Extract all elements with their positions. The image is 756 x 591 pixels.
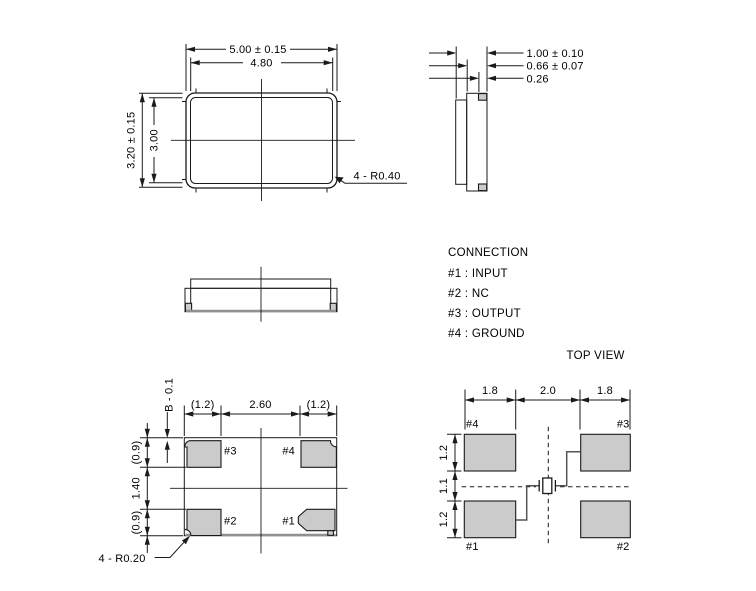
pad-3-label: #3 — [224, 445, 237, 458]
corner-radius-callout — [335, 171, 407, 184]
bottom-corner-radius-note: 4 - R0.20 — [98, 553, 146, 565]
dim-total-thickness-label: 1.00 ± 0.10 — [526, 48, 584, 60]
front-pad-right — [330, 303, 336, 311]
arrowhead — [487, 76, 496, 81]
arrowhead — [145, 458, 150, 467]
arrowhead — [151, 174, 156, 183]
corner-radius-note: 4 - R0.40 — [353, 170, 401, 183]
arrowhead — [145, 429, 150, 438]
dim-width-outer-label: 5.00 ± 0.15 — [229, 44, 287, 56]
land-pad-3 — [581, 434, 631, 471]
arrowhead — [145, 438, 150, 447]
connection-title: CONNECTION — [448, 247, 529, 259]
package-side-view — [429, 47, 584, 192]
land-pad-4 — [464, 434, 515, 471]
wire-to-pad1 — [516, 486, 539, 520]
arrowhead — [452, 501, 457, 510]
dim-pad-span-right: (1.2) — [306, 399, 331, 411]
arrowhead — [452, 471, 457, 480]
arrowhead — [145, 527, 150, 536]
connection-table — [448, 247, 528, 340]
dim-height-inner-label: 3.00 — [148, 129, 161, 152]
arrowhead — [145, 509, 150, 518]
arrowhead — [165, 441, 170, 450]
bottom-corner-radius-callout — [99, 536, 191, 565]
arrowhead — [470, 76, 479, 81]
crystal-body — [543, 478, 552, 494]
arrowhead — [184, 411, 193, 416]
land-pad-3-label: #3 — [616, 418, 630, 431]
arrowhead — [324, 60, 333, 65]
arrowhead — [465, 397, 474, 402]
land-dim-pad-height-bottom: 1.2 — [438, 511, 450, 528]
pin2-function: #2 : NC — [448, 288, 490, 300]
land-dim-center: 2.0 — [540, 385, 556, 397]
arrowhead — [151, 98, 156, 107]
package-bottom-view — [99, 378, 348, 565]
pad-2 — [185, 509, 221, 535]
arrowhead — [291, 411, 300, 416]
wire-to-pad3 — [555, 452, 580, 486]
arrowhead — [458, 63, 467, 68]
arrowhead — [452, 492, 457, 501]
land-pad-2 — [581, 501, 631, 538]
arrowhead — [447, 50, 456, 55]
pad-1-castellation-foot — [328, 531, 334, 536]
arrowhead — [452, 462, 457, 471]
arrowhead — [328, 47, 337, 52]
arrowhead — [165, 429, 170, 438]
land-dim-right: 1.8 — [597, 385, 613, 397]
arrowhead — [507, 397, 516, 402]
land-pad-1-label: #1 — [466, 541, 479, 553]
dim-pad-thickness-label: 0.26 — [526, 73, 549, 86]
dim-pad-height-top: (0.9) — [130, 440, 143, 465]
land-dim-gap: 1.1 — [438, 478, 450, 494]
pin1-function: #1 : INPUT — [448, 268, 508, 280]
dim-lid-thickness-label: 0.66 ± 0.07 — [526, 60, 584, 73]
pad-2-label: #2 — [224, 515, 237, 528]
package-top-view — [126, 44, 408, 201]
arrowhead — [300, 411, 309, 416]
arrowhead — [580, 397, 589, 402]
arrowhead — [145, 467, 150, 476]
land-pad-1 — [464, 501, 515, 538]
pad-3 — [185, 441, 221, 468]
side-pad-bottom — [479, 184, 487, 191]
arrowhead — [145, 536, 150, 545]
dim-edge-label: B - 0.1 — [163, 378, 176, 412]
arrowhead — [186, 47, 195, 52]
dim-width-inner-label: 4.80 — [250, 57, 273, 70]
arrowhead — [452, 434, 457, 443]
arrowhead — [221, 411, 230, 416]
arrowhead — [571, 397, 580, 402]
edge-dimension — [164, 378, 176, 463]
land-pad-2-label: #2 — [616, 541, 630, 553]
front-pad-left — [185, 303, 191, 311]
arrowhead — [328, 411, 337, 416]
dim-pad-pitch: 2.60 — [249, 399, 272, 411]
dim-pad-span-left: (1.2) — [190, 399, 215, 411]
arrowhead — [140, 178, 145, 187]
arrowhead — [487, 50, 496, 55]
side-lid — [456, 100, 467, 184]
land-pattern-title: TOP VIEW — [566, 350, 625, 362]
arrowhead — [516, 397, 525, 402]
land-dim-left: 1.8 — [482, 385, 498, 397]
pad-4 — [301, 441, 336, 468]
arrowhead — [487, 63, 496, 68]
pad-1-label: #1 — [282, 515, 295, 528]
dim-height-outer-label: 3.20 ± 0.15 — [125, 111, 138, 169]
arrowhead — [621, 397, 630, 402]
land-pad-4-label: #4 — [466, 418, 479, 431]
arrowhead — [191, 60, 200, 65]
side-body — [467, 93, 487, 191]
arrowhead — [452, 529, 457, 538]
pad-1 — [298, 509, 335, 530]
package-front-view — [185, 267, 337, 322]
arrowhead — [145, 500, 150, 509]
side-pad-top — [479, 94, 487, 101]
land-pattern-top-view — [438, 350, 632, 553]
pin4-function: #4 : GROUND — [448, 328, 525, 340]
thickness-dimension-lines — [429, 47, 524, 99]
land-dim-pad-height-top: 1.2 — [438, 444, 450, 461]
arrowhead — [140, 93, 145, 102]
dim-pad-height-bottom: (0.9) — [130, 510, 143, 535]
dim-pad-gap: 1.40 — [130, 477, 143, 500]
pin3-function: #3 : OUTPUT — [448, 308, 521, 320]
arrowhead — [212, 411, 221, 416]
pad-4-label: #4 — [282, 445, 295, 458]
